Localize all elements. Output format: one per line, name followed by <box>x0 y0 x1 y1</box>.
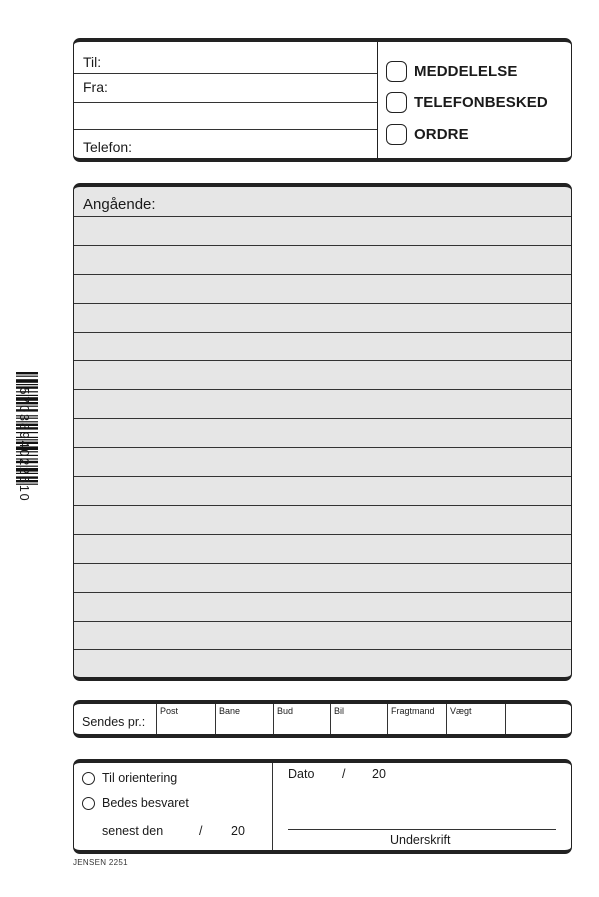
fra-label: Fra: <box>83 79 108 95</box>
til-field[interactable] <box>74 42 377 74</box>
sendes-pr-label: Sendes pr.: <box>82 715 146 729</box>
ruled-line <box>74 418 571 419</box>
angaende-label: Angående: <box>83 196 156 213</box>
ruled-line <box>74 303 571 304</box>
send-fragtmand-cell[interactable] <box>388 704 447 734</box>
telefon-label: Telefon: <box>83 139 133 155</box>
header-fields <box>74 42 378 158</box>
senest-den-label: senest den <box>102 824 164 838</box>
subject-box[interactable] <box>73 183 572 681</box>
send-post-label: Post <box>160 706 179 716</box>
til-orientering-checkbox[interactable] <box>82 772 95 785</box>
send-bil-label: Bil <box>334 706 345 716</box>
ruled-line <box>74 274 571 275</box>
telefon-field[interactable] <box>74 130 377 158</box>
ruled-line <box>74 447 571 448</box>
send-vaegt-label: Vægt <box>450 706 472 716</box>
ruled-line <box>74 621 571 622</box>
fra-field[interactable] <box>74 74 377 103</box>
ruled-line <box>74 245 571 246</box>
header-box <box>73 38 572 162</box>
send-bil-cell[interactable] <box>331 704 388 734</box>
send-bane-cell[interactable] <box>216 704 274 734</box>
ordre-checkbox[interactable] <box>386 124 407 145</box>
send-post-cell[interactable] <box>157 704 216 734</box>
ruled-line <box>74 360 571 361</box>
ruled-line <box>74 216 571 217</box>
ruled-line <box>74 649 571 650</box>
ruled-line <box>74 332 571 333</box>
ordre-label: ORDRE <box>414 126 469 143</box>
blank-field[interactable] <box>74 103 377 130</box>
footer-box <box>73 759 572 854</box>
send-bud-label: Bud <box>277 706 294 716</box>
send-fragtmand-label: Fragtmand <box>391 706 435 716</box>
dato-label: Dato <box>288 767 315 781</box>
bedes-besvaret-checkbox[interactable] <box>82 797 95 810</box>
signature-line[interactable] <box>288 829 556 830</box>
ruled-line <box>74 563 571 564</box>
deadline-separator: / <box>199 824 203 838</box>
telefonbesked-checkbox[interactable] <box>386 92 407 113</box>
send-bud-cell[interactable] <box>274 704 331 734</box>
ruled-line <box>74 592 571 593</box>
meddelelse-label: MEDDELELSE <box>414 63 518 80</box>
barcode-digits: 5703894022510 <box>17 387 31 503</box>
send-vaegt-cell[interactable] <box>447 704 506 734</box>
ruled-line <box>74 389 571 390</box>
send-bane-label: Bane <box>219 706 241 716</box>
date-year: 20 <box>372 767 386 781</box>
send-row <box>73 700 572 738</box>
send-label-cell <box>74 704 157 734</box>
til-label: Til: <box>83 54 102 70</box>
ruled-line <box>74 505 571 506</box>
footer-divider <box>272 763 273 850</box>
deadline-year: 20 <box>231 824 245 838</box>
ruled-line <box>74 476 571 477</box>
ruled-line <box>74 534 571 535</box>
send-extra-cell[interactable] <box>506 704 570 734</box>
til-orientering-label: Til orientering <box>102 771 178 785</box>
meddelelse-checkbox[interactable] <box>386 61 407 82</box>
date-separator: / <box>342 767 346 781</box>
brand-label: JENSEN 2251 <box>73 858 128 867</box>
bedes-besvaret-label: Bedes besvaret <box>102 796 189 810</box>
telefonbesked-label: TELEFONBESKED <box>414 94 548 111</box>
underskrift-label: Underskrift <box>390 833 451 847</box>
